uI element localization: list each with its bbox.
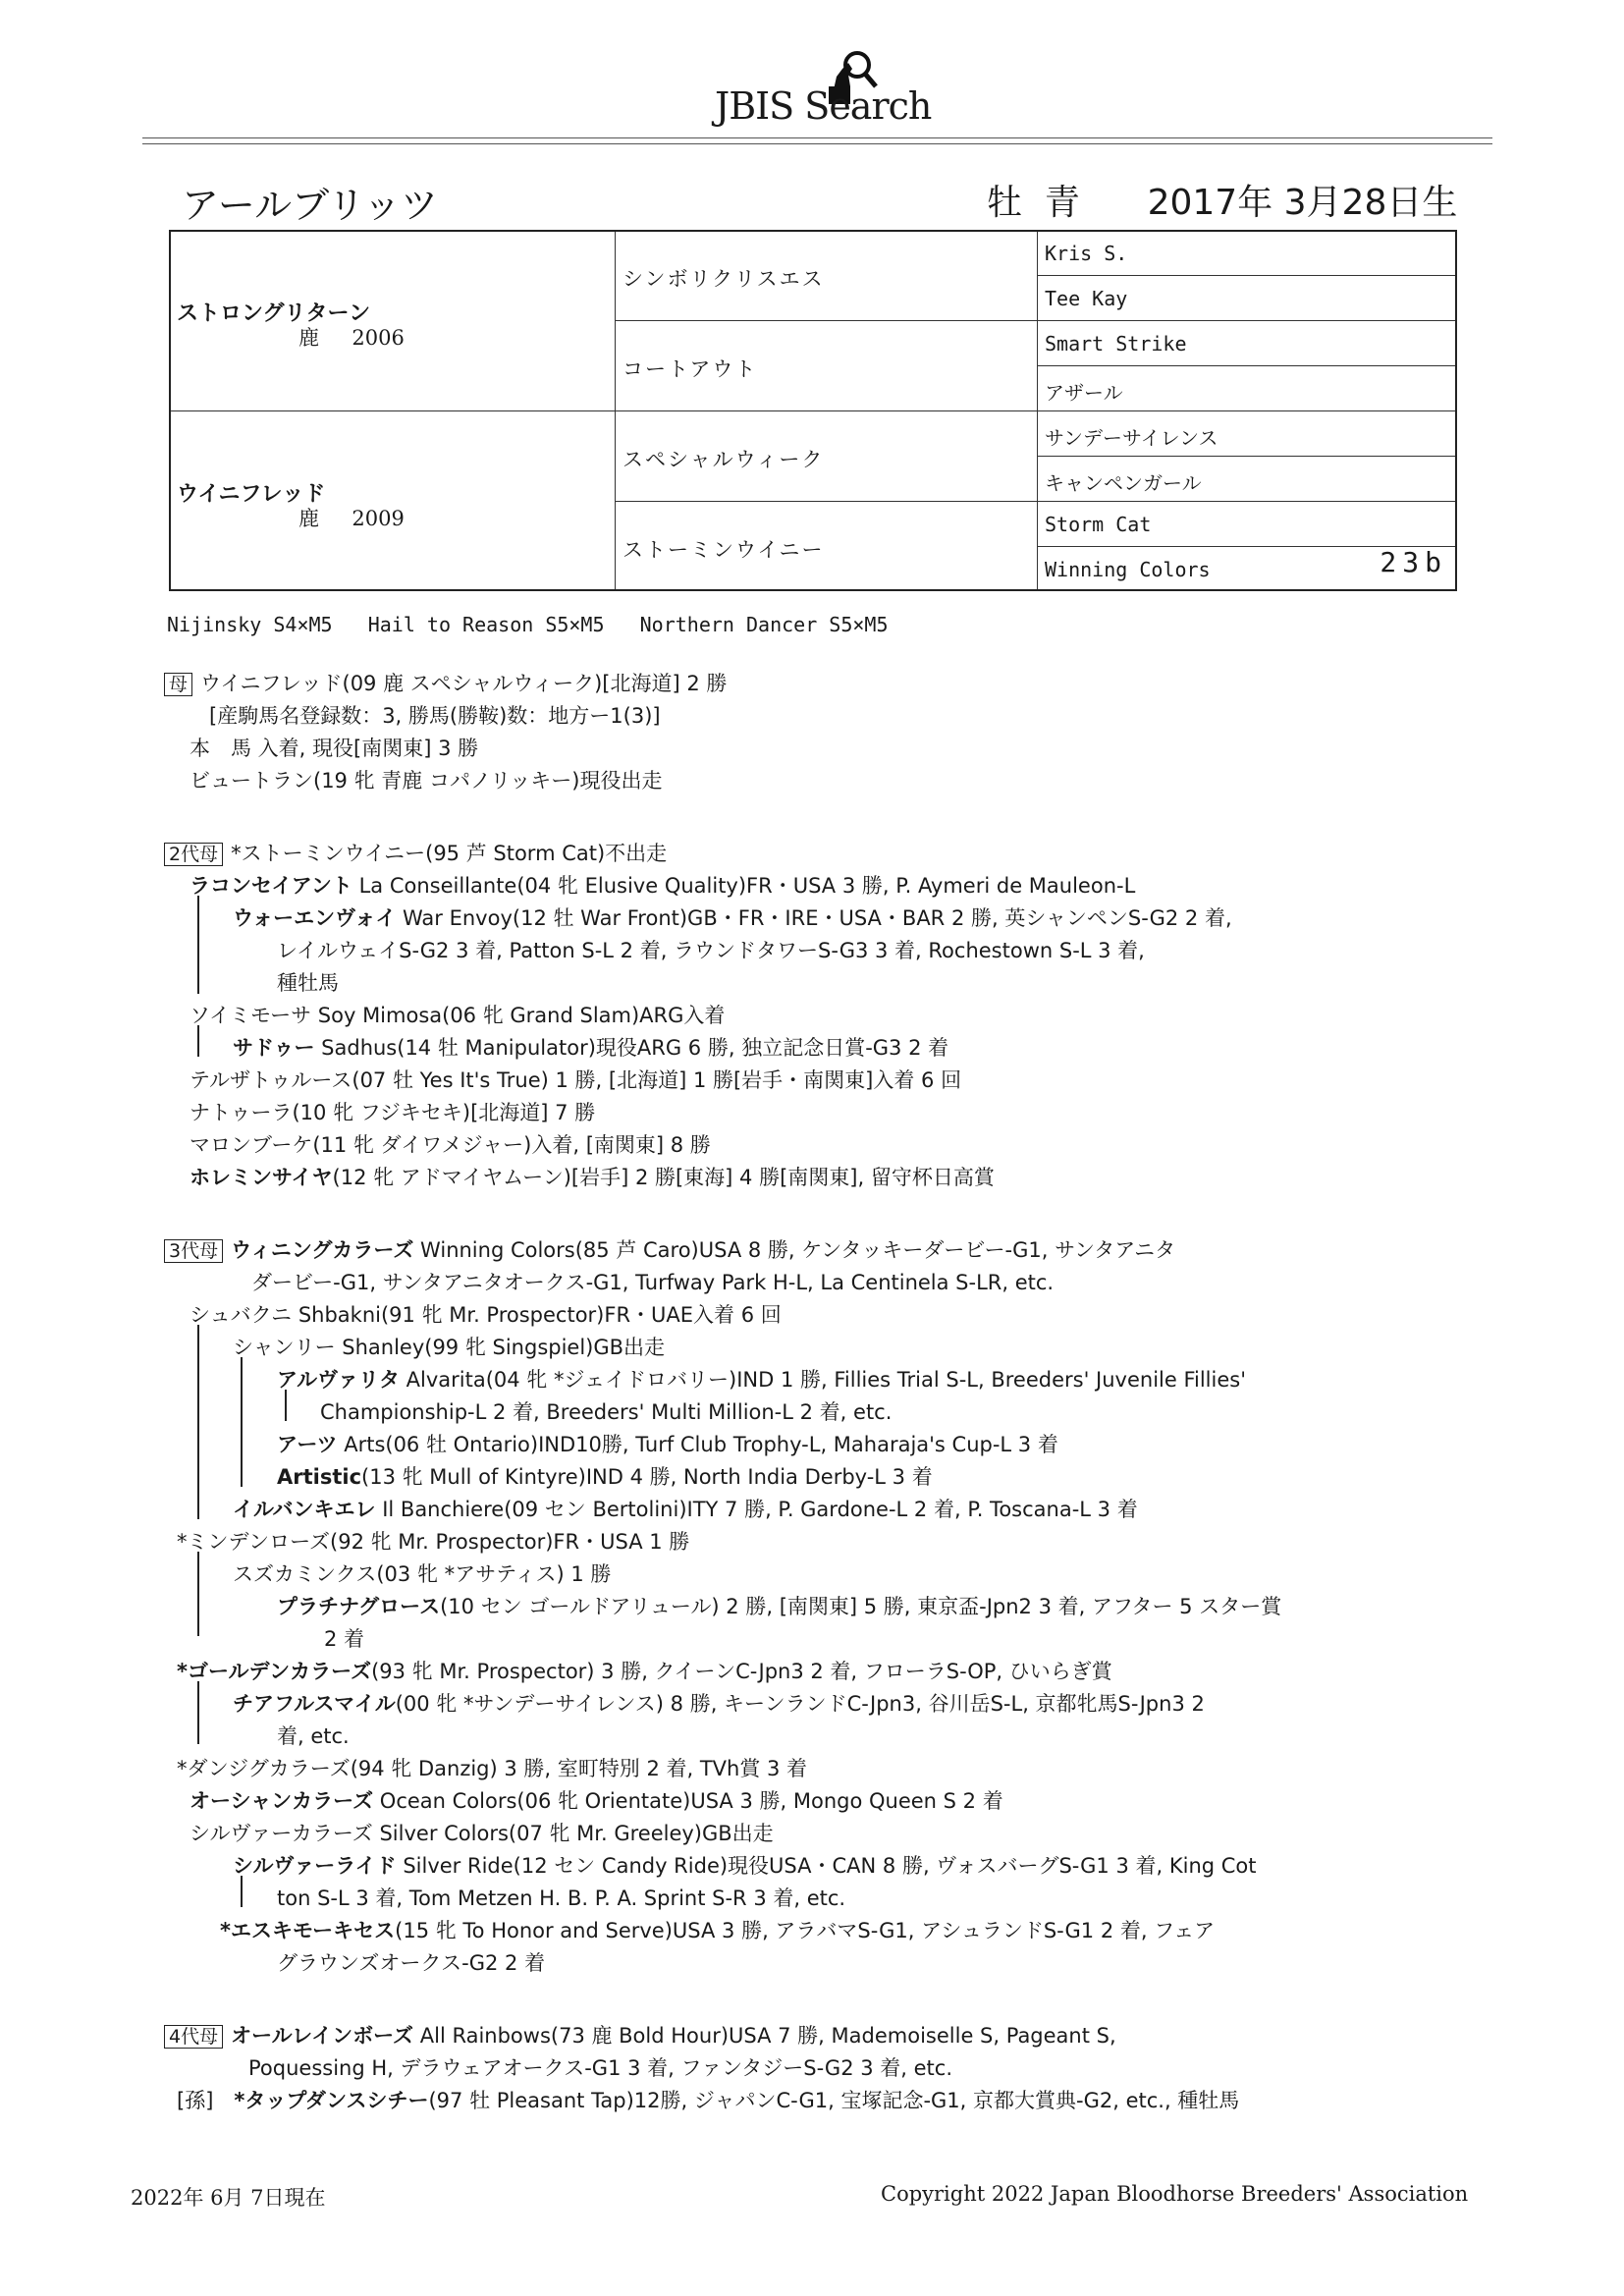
text-line: *エスキモーキセス(15 牝 To Honor and Serve)USA 3 勝, アラバマS-G1, アシュランドS-G1 2 着, フェア — [220, 1919, 1216, 1942]
pedigree-table — [169, 230, 1457, 591]
family-number: 23b — [1380, 546, 1447, 578]
text-line: 2 着 — [324, 1627, 365, 1651]
text-line: 種牡馬 — [277, 971, 339, 995]
g4dam-section-line: 4代母 オールレインボーズ All Rainbows(73 鹿 Bold Hour)USA 7 勝, Mademoiselle S, Pageant S, — [164, 2020, 1116, 2050]
text-line: [孫] *タップダンスシチー(97 牡 Pleasant Tap)12勝, ジャパンC-G1, 宝塚記念-G1, 京都大賞典-G2, etc., 種牡馬 — [177, 2089, 1240, 2112]
g3-ancestor: サンデーサイレンス — [1045, 426, 1218, 450]
text-line: *ダンジグカラーズ(94 牝 Danzig) 3 勝, 室町特別 2 着, TVh賞 3 着 — [177, 1757, 808, 1780]
jbis-search-logo — [707, 47, 962, 136]
text-line: オーシャンカラーズ Ocean Colors(06 牝 Orientate)USA 3 勝, Mongo Queen S 2 着 — [189, 1789, 1003, 1813]
g3-ancestor: Smart Strike — [1045, 332, 1187, 355]
g2dam-label: 2代母 — [164, 843, 223, 866]
g3-ancestor: キャンペンガール — [1045, 471, 1202, 495]
text-line: スズカミンクス(03 牝 *アサティス) 1 勝 — [233, 1562, 612, 1586]
header-rule — [142, 137, 1492, 138]
text-line: チアフルスマイル(00 牝 *サンデーサイレンス) 8 勝, キーンランドC-Jpn3, 谷川岳S-L, 京都牝馬S-Jpn3 2 — [233, 1692, 1205, 1716]
tree-bar — [197, 1681, 199, 1744]
g2-dam-dam: ストーミンウイニー — [623, 538, 825, 562]
text-line: ナトゥーラ(10 牝 フジキセキ)[北海道] 7 勝 — [189, 1101, 596, 1124]
text-line: [産駒馬名登録数：3, 勝馬(勝鞍)数：地方ー1(3)] — [209, 704, 661, 728]
text-line: ビュートラン(19 牝 青鹿 コパノリッキー)現役出走 — [189, 769, 663, 793]
text-line: サドゥー Sadhus(14 牡 Manipulator)現役ARG 6 勝, 独立記念日賞-G3 2 着 — [233, 1036, 949, 1060]
dam-name: ウイニフレッド — [177, 482, 326, 507]
g3dam-section-line: 3代母 ウィニングカラーズ Winning Colors(85 芦 Caro)USA 8 勝, ケンタッキーダービー-G1, サンタアニタ — [164, 1234, 1175, 1264]
g2-sire-dam: コートアウト — [623, 357, 758, 381]
footer-date: 2022年 6月 7日現在 — [131, 2186, 326, 2210]
tree-bar — [241, 1357, 243, 1487]
tree-bar — [197, 896, 199, 994]
g3-ancestor: Winning Colors — [1045, 558, 1211, 581]
text-line: ラコンセイアント La Conseillante(04 牝 Elusive Quality)FR・USA 3 勝, P. Aymeri de Mauleon-L — [189, 874, 1136, 898]
g4dam-label: 4代母 — [164, 2025, 223, 2049]
text-line: シュバクニ Shbakni(91 牝 Mr. Prospector)FR・UAE入着 6 回 — [189, 1303, 782, 1327]
text-line: *ゴールデンカラーズ(93 牝 Mr. Prospector) 3 勝, クイーンC-Jpn3 2 着, フローラS-OP, ひいらぎ賞 — [177, 1660, 1112, 1683]
text-line: ホレミンサイヤ(12 牝 アドマイヤムーン)[岩手] 2 勝[東海] 4 勝[南関東], 留守杯日高賞 — [189, 1166, 995, 1189]
tree-bar — [197, 1025, 199, 1057]
horse-birth: 2017年 3月28日生 — [1147, 183, 1458, 223]
g3-ancestor: Kris S. — [1045, 242, 1128, 265]
text-line: 本 馬 入着, 現役[南関東] 3 勝 — [189, 737, 479, 760]
text-line: ton S-L 3 着, Tom Metzen H. B. P. A. Sprint S-R 3 着, etc. — [277, 1886, 846, 1910]
footer-copyright: Copyright 2022 Japan Bloodhorse Breeders' Association — [881, 2182, 1469, 2206]
sire-meta: 鹿 2006 — [298, 326, 405, 350]
tree-bar — [197, 1552, 199, 1636]
g2-dam-sire: スペシャルウィーク — [623, 448, 825, 471]
tree-bar — [241, 1876, 243, 1907]
g2dam-section-line: 2代母 *ストーミンウイニー(95 芦 Storm Cat)不出走 — [164, 838, 667, 867]
g3dam-label: 3代母 — [164, 1239, 223, 1263]
horse-sex: 牡 — [987, 183, 1023, 223]
text-line: プラチナグロース(10 セン ゴールドアリュール) 2 勝, [南関東] 5 勝, 東京盃-Jpn2 3 着, アフター 5 スター賞 — [277, 1595, 1282, 1618]
sire-name: ストロングリターン — [177, 301, 371, 326]
dam-meta: 鹿 2009 — [298, 507, 405, 530]
text-line: レイルウェイS-G2 3 着, Patton S-L 2 着, ラウンドタワーS-G3 3 着, Rochestown S-L 3 着, — [277, 939, 1145, 962]
text-line: ダービー-G1, サンタアニタオークス-G1, Turfway Park H-L, La Centinela S-LR, etc. — [251, 1271, 1055, 1294]
horse-name: アールブリッツ — [182, 184, 439, 227]
g2-sire-sire: シンボリクリスエス — [623, 267, 825, 291]
tree-bar — [197, 1325, 199, 1519]
g3-ancestor: Storm Cat — [1045, 513, 1152, 536]
dam-label: 母 — [164, 673, 192, 696]
horse-meta — [987, 175, 1457, 225]
header-rule — [142, 143, 1492, 144]
inbreeding-line: Nijinsky S4×M5 Hail to Reason S5×M5 Northern Dancer S5×M5 — [167, 613, 889, 636]
dam-section-line: 母 ウイニフレッド(09 鹿 スペシャルウィーク)[北海道] 2 勝 — [164, 668, 727, 697]
text-line: テルザトゥルース(07 牡 Yes It's True) 1 勝, [北海道] 1 勝[岩手・南関東]入着 6 回 — [189, 1068, 962, 1092]
horse-color: 青 — [1044, 183, 1080, 223]
text-line: ソイミモーサ Soy Mimosa(06 牝 Grand Slam)ARG入着 — [189, 1004, 726, 1027]
text-line: Poquessing H, デラウェアオークス-G1 3 着, ファンタジーS-G2 3 着, etc. — [248, 2056, 952, 2080]
text-line: アーツ Arts(06 牡 Ontario)IND10勝, Turf Club Trophy-L, Maharaja's Cup-L 3 着 — [277, 1433, 1058, 1456]
text-line: Artistic(13 牝 Mull of Kintyre)IND 4 勝, North India Derby-L 3 着 — [277, 1465, 933, 1489]
g3-ancestor: アザール — [1045, 381, 1123, 405]
text-line: イルバンキエレ Il Banchiere(09 セン Bertolini)ITY 7 勝, P. Gardone-L 2 着, P. Toscana-L 3 着 — [233, 1498, 1138, 1521]
tree-bar — [285, 1390, 287, 1421]
text-line: 着, etc. — [277, 1724, 350, 1748]
text-line: シャンリー Shanley(99 牝 Singspiel)GB出走 — [233, 1336, 666, 1359]
text-line: Championship-L 2 着, Breeders' Multi Million-L 2 着, etc. — [320, 1400, 893, 1424]
logo-text: JBIS Search — [715, 84, 932, 128]
text-line: ウォーエンヴォイ War Envoy(12 牡 War Front)GB・FR・IRE・USA・BAR 2 勝, 英シャンペンS-G2 2 着, — [233, 906, 1232, 930]
text-line: シルヴァーライド Silver Ride(12 セン Candy Ride)現役USA・CAN 8 勝, ヴォスバーグS-G1 3 着, King Cot — [233, 1854, 1257, 1878]
text-line: *ミンデンローズ(92 牝 Mr. Prospector)FR・USA 1 勝 — [177, 1530, 690, 1554]
text-line: マロンブーケ(11 牝 ダイワメジャー)入着, [南関東] 8 勝 — [189, 1133, 711, 1157]
g3-ancestor: Tee Kay — [1045, 287, 1128, 310]
text-line: シルヴァーカラーズ Silver Colors(07 牝 Mr. Greeley)GB出走 — [189, 1822, 774, 1845]
grandson-label: [孫] — [177, 2089, 214, 2112]
text-line: アルヴァリタ Alvarita(04 牝 *ジェイドロバリー)IND 1 勝, Fillies Trial S-L, Breeders' Juvenile Fillies' — [277, 1368, 1246, 1392]
text-line: グラウンズオークス-G2 2 着 — [277, 1951, 546, 1975]
